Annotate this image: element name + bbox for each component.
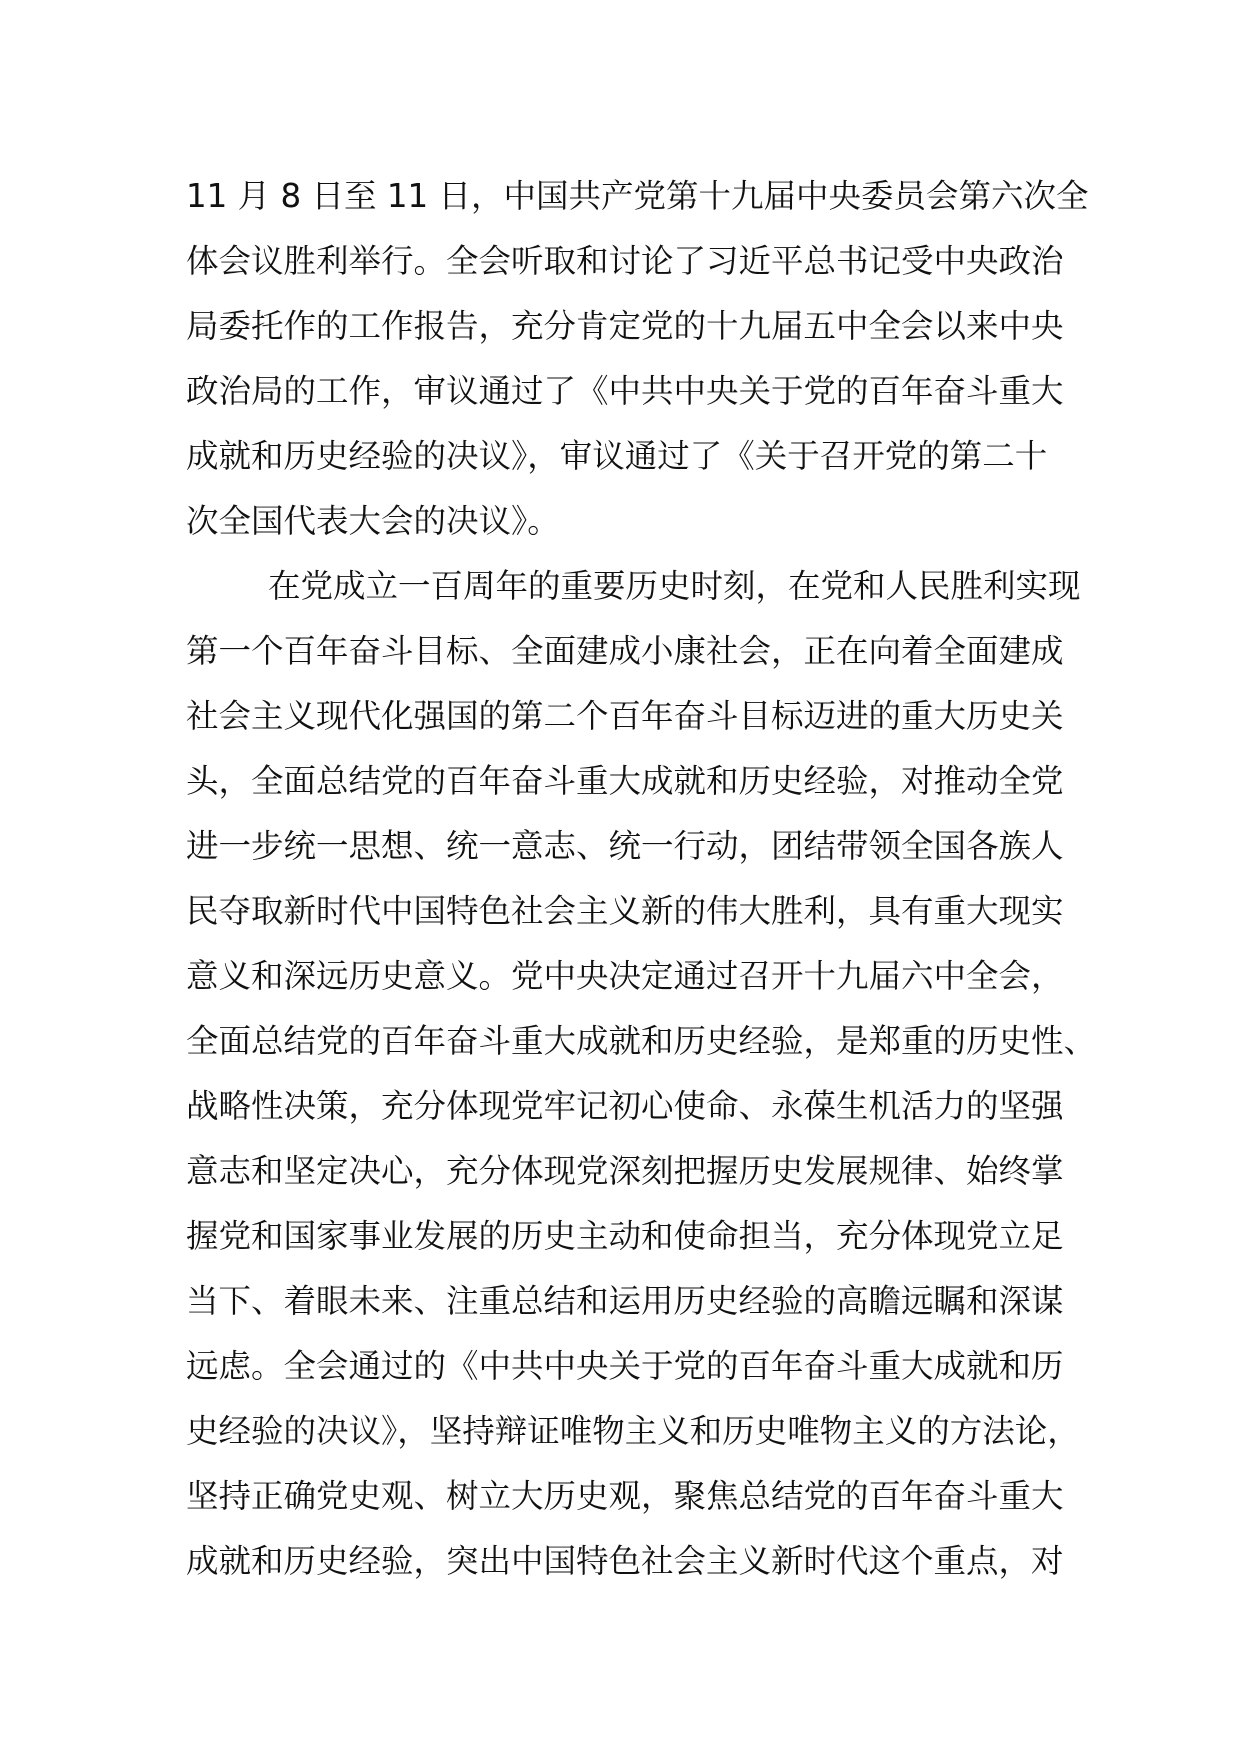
text-line: 头，全面总结党的百年奋斗重大成就和历史经验，对推动全党	[186, 762, 1064, 800]
text-line: 远虑。全会通过的《中共中央关于党的百年奋斗重大成就和历	[186, 1347, 1064, 1385]
text-line: 史经验的决议》，坚持辩证唯物主义和历史唯物主义的方法论，	[186, 1412, 1080, 1450]
text-line: 局委托作的工作报告，充分肯定党的十九届五中全会以来中央	[186, 307, 1064, 345]
text-line: 意义和深远历史意义。党中央决定通过召开十九届六中全会，	[186, 957, 1064, 995]
text-line: 体会议胜利举行。全会听取和讨论了习近平总书记受中央政治	[186, 242, 1064, 280]
body-text	[186, 164, 1097, 1594]
text-line: 意志和坚定决心，充分体现党深刻把握历史发展规律、始终掌	[186, 1152, 1064, 1190]
text-line: 握党和国家事业发展的历史主动和使命担当，充分体现党立足	[186, 1217, 1064, 1255]
text-line: 全面总结党的百年奋斗重大成就和历史经验，是郑重的历史性、	[186, 1022, 1097, 1060]
text-line: 成就和历史经验的决议》，审议通过了《关于召开党的第二十	[186, 437, 1048, 475]
text-line: 进一步统一思想、统一意志、统一行动，团结带领全国各族人	[186, 827, 1064, 865]
paragraph-first-line: 在党成立一百周年的重要历史时刻，在党和人民胜利实现	[268, 567, 1081, 605]
text-line: 战略性决策，充分体现党牢记初心使命、永葆生机活力的坚强	[186, 1087, 1064, 1125]
text-line: 次全国代表大会的决议》。	[186, 502, 560, 540]
text-line: 社会主义现代化强国的第二个百年奋斗目标迈进的重大历史关	[186, 697, 1064, 735]
text-line: 政治局的工作，审议通过了《中共中央关于党的百年奋斗重大	[186, 372, 1064, 410]
text-line: 当下、着眼未来、注重总结和运用历史经验的高瞻远瞩和深谋	[186, 1282, 1064, 1320]
text-line: 坚持正确党史观、树立大历史观，聚焦总结党的百年奋斗重大	[186, 1477, 1064, 1515]
text-line: 成就和历史经验，突出中国特色社会主义新时代这个重点，对	[186, 1542, 1064, 1580]
text-line: 11 月 8 日至 11 日，中国共产党第十九届中央委员会第六次全	[186, 177, 1089, 215]
text-line: 民夺取新时代中国特色社会主义新的伟大胜利，具有重大现实	[186, 892, 1064, 930]
text-line: 第一个百年奋斗目标、全面建成小康社会，正在向着全面建成	[186, 632, 1064, 670]
